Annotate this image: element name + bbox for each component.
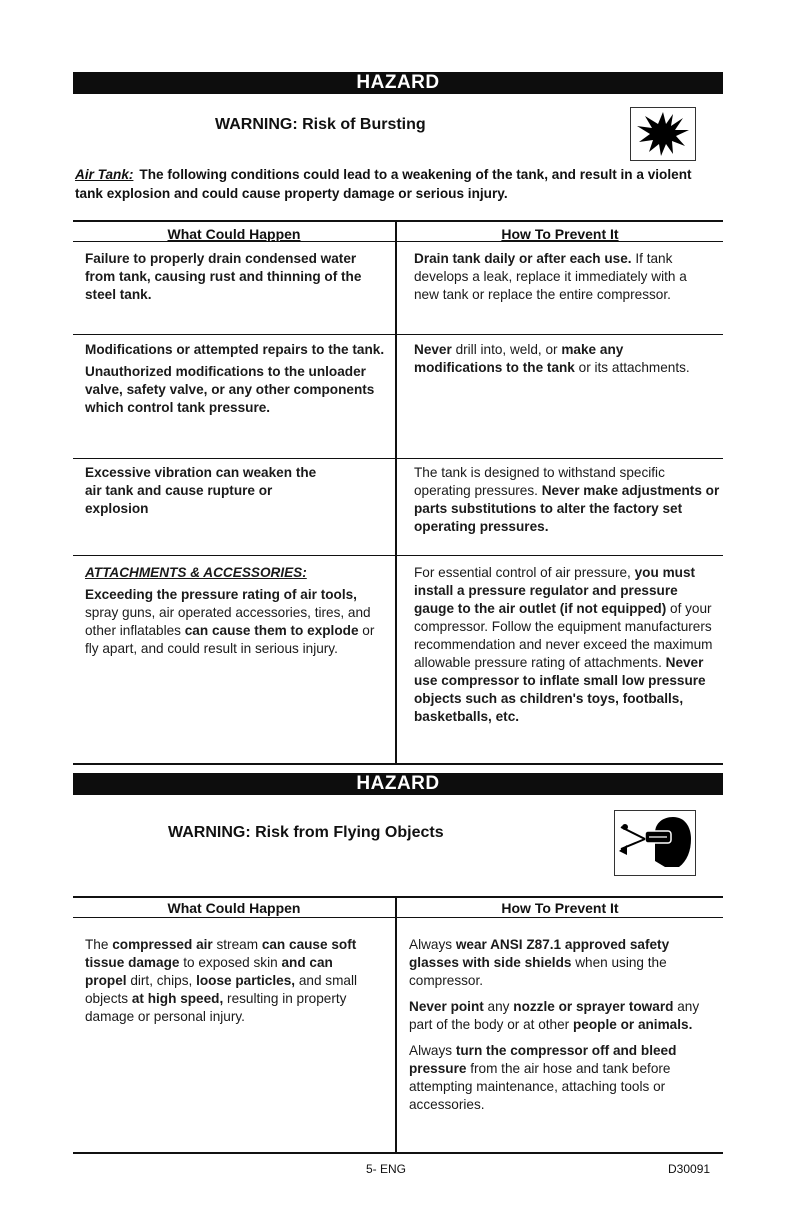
- table1-row-rule-1: [73, 334, 723, 335]
- table1-row3-right: The tank is designed to withstand specific operating pressures. Never make adjustments or parts substitutions to alter the factory set operating pressures.: [414, 465, 720, 534]
- table1-col-how: How To Prevent It: [501, 226, 619, 242]
- table2-header-rule: [73, 917, 723, 918]
- attachments-heading: ATTACHMENTS & ACCESSORIES:: [85, 565, 307, 580]
- intro-label: Air Tank:: [75, 167, 134, 182]
- table1-row4-left: ATTACHMENTS & ACCESSORIES: Exceeding the pressure rating of air tools, spray guns, air operated accessories, tires, and other inflatables can cause them to explode or fly apart, and could result in serious injury.: [85, 564, 385, 662]
- table2-right: Always wear ANSI Z87.1 approved safety glasses with side shields when using the compressor. Never point any nozzle or sprayer toward any part of the body or at other people or animals. Always turn the compressor off and bleed pressure from the air hose and tank before attempting maintenance, attaching tools or accessories.: [409, 937, 700, 1112]
- table2-left: The compressed air stream can cause soft tissue damage to exposed skin and can propel dirt, chips, loose particles, and small objects at high speed, resulting in property damage or personal injury.: [85, 937, 358, 1024]
- table1-row-rule-3: [73, 555, 723, 556]
- table1-row1-left: Failure to properly drain condensed water from tank, causing rust and thinning of the steel tank.: [85, 251, 362, 302]
- table2-column-divider: [395, 896, 397, 1154]
- table1-top-rule: [73, 220, 723, 222]
- hazard-banner-1: HAZARD: [73, 72, 723, 94]
- explosion-icon: [630, 107, 696, 161]
- table1-bottom-rule: [73, 763, 723, 765]
- table1-column-divider: [395, 220, 397, 765]
- table2-bottom-rule: [73, 1152, 723, 1154]
- intro-air-tank: [75, 165, 723, 203]
- table1-row4-right: For essential control of air pressure, you must install a pressure regulator and pressure gauge to the air outlet (if not equipped) of your compressor. Follow the equipment manufacturers recommendation and never exceed the maximum allowable pressure rating of attachments. Never use compressor to inflate small low pressure objects such as children's toys, footballs, basketballs, etc.: [414, 565, 713, 724]
- table1-row3-left: Excessive vibration can weaken the air tank and cause rupture or explosion: [85, 465, 317, 516]
- table1-row-rule-2: [73, 458, 723, 459]
- table1-col-what: What Could Happen: [167, 226, 301, 242]
- hazard-banner-2: HAZARD: [73, 773, 723, 795]
- table1-row2-right: Never drill into, weld, or make any modifications to the tank or its attachments.: [414, 342, 690, 375]
- warning-title-bursting: WARNING: Risk of Bursting: [215, 116, 426, 133]
- table1-row2-left: Modifications or attempted repairs to the tank. Unauthorized modifications to the unloader valve, safety valve, or any other components which control tank pressure.: [85, 342, 385, 415]
- warning-title-flying-objects: WARNING: Risk from Flying Objects: [168, 824, 444, 841]
- table2-top-rule: [73, 896, 723, 898]
- document-code: D30091: [668, 1162, 711, 1176]
- table1-row1-right: Drain tank daily or after each use. If tank develops a leak, replace it immediately with a new tank or replace the entire compressor.: [414, 251, 687, 302]
- face-shield-goggles-icon: [614, 810, 696, 876]
- intro-text: The following conditions could lead to a weakening of the tank, and result in a violent tank explosion and could cause property damage or serious injury.: [75, 167, 692, 201]
- page-number: 5- ENG: [366, 1162, 407, 1176]
- table2-col-how: How To Prevent It: [501, 900, 619, 916]
- table2-col-what: What Could Happen: [167, 900, 301, 916]
